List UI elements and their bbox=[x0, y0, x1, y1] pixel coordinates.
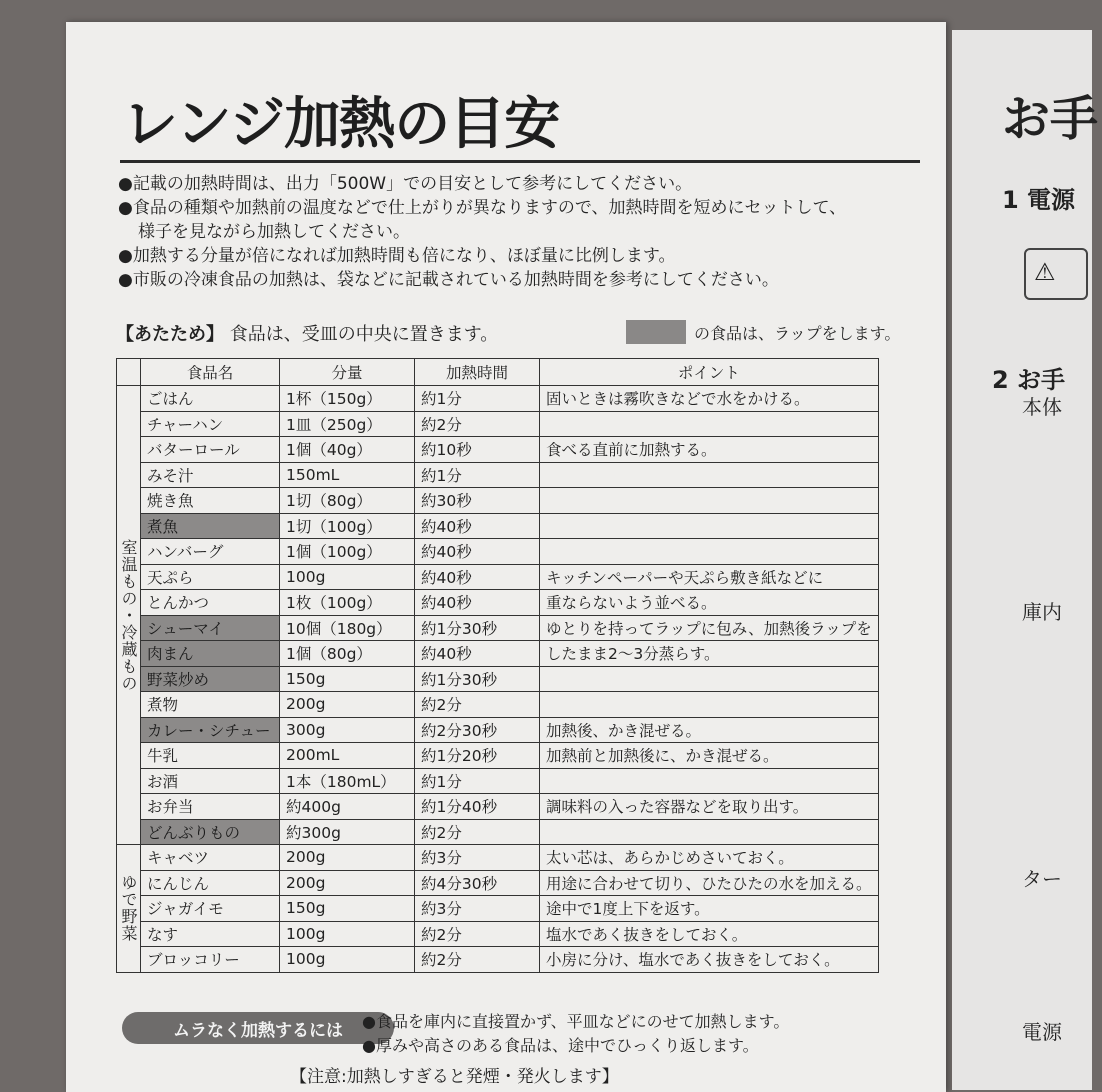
point-cell bbox=[540, 488, 879, 514]
next-page-step1: 1 電源 bbox=[1002, 186, 1076, 214]
amount-cell: 1枚（100g） bbox=[280, 590, 415, 616]
point-cell bbox=[540, 462, 879, 488]
heating-time-cell: 約40秒 bbox=[415, 539, 540, 565]
table-row bbox=[117, 462, 879, 488]
heating-time-cell: 約1分 bbox=[415, 462, 540, 488]
food-name-cell: とんかつ bbox=[141, 590, 280, 616]
table-row bbox=[117, 564, 879, 590]
food-name-cell: バターロール bbox=[141, 437, 280, 463]
table-row bbox=[117, 743, 879, 769]
amount-cell: 150g bbox=[280, 666, 415, 692]
amount-cell: 150mL bbox=[280, 462, 415, 488]
food-name-cell: カレー・シチュー bbox=[141, 717, 280, 743]
point-cell: したまま2～3分蒸らす。 bbox=[540, 641, 879, 667]
next-page-bar: 電源 bbox=[1022, 1020, 1062, 1044]
table-row bbox=[117, 947, 879, 973]
amount-cell: 300g bbox=[280, 717, 415, 743]
point-cell: 塩水であく抜きをしておく。 bbox=[540, 921, 879, 947]
col-header: 食品名 bbox=[141, 359, 280, 386]
wrap-legend bbox=[626, 320, 900, 344]
point-cell: 加熱前と加熱後に、かき混ぜる。 bbox=[540, 743, 879, 769]
table-row bbox=[117, 870, 879, 896]
tip-label: ムラなく加熱するには bbox=[122, 1012, 394, 1044]
tip-line: ●厚みや高さのある食品は、途中でひっくり返します。 bbox=[362, 1036, 759, 1055]
point-cell: 調味料の入った容器などを取り出す。 bbox=[540, 794, 879, 820]
table-row bbox=[117, 794, 879, 820]
amount-cell: 10個（180g） bbox=[280, 615, 415, 641]
heating-time-cell: 約30秒 bbox=[415, 488, 540, 514]
table-row bbox=[117, 513, 879, 539]
point-cell bbox=[540, 666, 879, 692]
heating-time-cell: 約4分30秒 bbox=[415, 870, 540, 896]
col-header: 分量 bbox=[280, 359, 415, 386]
point-cell bbox=[540, 768, 879, 794]
food-name-cell: 野菜炒め bbox=[141, 666, 280, 692]
next-page-bar: 庫内 bbox=[1022, 600, 1062, 624]
food-name-cell: キャベツ bbox=[141, 845, 280, 871]
point-cell: 重ならないよう並べる。 bbox=[540, 590, 879, 616]
food-name-cell: 焼き魚 bbox=[141, 488, 280, 514]
heating-time-cell: 約1分 bbox=[415, 768, 540, 794]
food-name-cell: シューマイ bbox=[141, 615, 280, 641]
food-name-cell: チャーハン bbox=[141, 411, 280, 437]
heating-time-cell: 約2分 bbox=[415, 921, 540, 947]
amount-cell: 約300g bbox=[280, 819, 415, 845]
heating-time-cell: 約2分 bbox=[415, 947, 540, 973]
heating-time-cell: 約3分 bbox=[415, 845, 540, 871]
amount-cell: 200g bbox=[280, 692, 415, 718]
food-name-cell: お弁当 bbox=[141, 794, 280, 820]
tips bbox=[362, 1010, 789, 1058]
heating-time-cell: 約40秒 bbox=[415, 641, 540, 667]
point-cell: ゆとりを持ってラップに包み、加熱後ラップを bbox=[540, 615, 879, 641]
heating-time-cell: 約40秒 bbox=[415, 513, 540, 539]
heating-time-cell: 約2分 bbox=[415, 692, 540, 718]
amount-cell: 200g bbox=[280, 845, 415, 871]
table-row bbox=[117, 845, 879, 871]
table-row bbox=[117, 386, 879, 412]
table-row bbox=[117, 590, 879, 616]
heating-time-cell: 約1分40秒 bbox=[415, 794, 540, 820]
point-cell: 食べる直前に加熱する。 bbox=[540, 437, 879, 463]
point-cell bbox=[540, 513, 879, 539]
point-cell: 小房に分け、塩水であく抜きをしておく。 bbox=[540, 947, 879, 973]
col-header: 加熱時間 bbox=[415, 359, 540, 386]
caution-text: 【注意:加熱しすぎると発煙・発火します】 bbox=[290, 1067, 619, 1087]
table-row bbox=[117, 768, 879, 794]
point-cell bbox=[540, 819, 879, 845]
amount-cell: 1個（100g） bbox=[280, 539, 415, 565]
warning-icon: ⚠ bbox=[1034, 258, 1056, 286]
header-blank bbox=[117, 359, 141, 386]
note-line: ●加熱する分量が倍になれば加熱時間も倍になり、ほぼ量に比例します。 bbox=[118, 246, 676, 266]
heating-time-cell: 約1分30秒 bbox=[415, 666, 540, 692]
food-name-cell: なす bbox=[141, 921, 280, 947]
amount-cell: 1切（80g） bbox=[280, 488, 415, 514]
shade-swatch bbox=[626, 320, 686, 344]
heating-time-cell: 約2分 bbox=[415, 819, 540, 845]
food-name-cell: どんぶりもの bbox=[141, 819, 280, 845]
section-text: 食品は、受皿の中央に置きます。 bbox=[229, 324, 499, 345]
food-name-cell: ジャガイモ bbox=[141, 896, 280, 922]
point-cell bbox=[540, 411, 879, 437]
note-line: ●市販の冷凍食品の加熱は、袋などに記載されている加熱時間を参考にしてください。 bbox=[118, 270, 779, 290]
section-label: 【あたため】 bbox=[116, 324, 224, 345]
title-rule bbox=[120, 160, 920, 163]
heating-time-cell: 約10秒 bbox=[415, 437, 540, 463]
category-label: 室温もの・冷蔵もの bbox=[117, 386, 141, 845]
amount-cell: 1杯（150g） bbox=[280, 386, 415, 412]
amount-cell: 約400g bbox=[280, 794, 415, 820]
section-heading bbox=[116, 320, 498, 346]
point-cell: キッチンペーパーや天ぷら敷き紙などに bbox=[540, 564, 879, 590]
note-line: 様子を見ながら加熱してください。 bbox=[138, 222, 410, 242]
heating-time-cell: 約1分 bbox=[415, 386, 540, 412]
next-page-bar: ター bbox=[1022, 867, 1062, 891]
food-name-cell: 肉まん bbox=[141, 641, 280, 667]
food-name-cell: 煮魚 bbox=[141, 513, 280, 539]
amount-cell: 1切（100g） bbox=[280, 513, 415, 539]
food-name-cell: にんじん bbox=[141, 870, 280, 896]
manual-page bbox=[66, 22, 946, 1092]
table-row bbox=[117, 819, 879, 845]
col-header: ポイント bbox=[540, 359, 879, 386]
table-row bbox=[117, 488, 879, 514]
amount-cell: 1個（40g） bbox=[280, 437, 415, 463]
food-name-cell: 煮物 bbox=[141, 692, 280, 718]
heating-time-cell: 約1分20秒 bbox=[415, 743, 540, 769]
table-header-row bbox=[117, 359, 879, 386]
point-cell bbox=[540, 539, 879, 565]
food-name-cell: ハンバーグ bbox=[141, 539, 280, 565]
next-page-bar: 本体 bbox=[1022, 395, 1062, 419]
amount-cell: 100g bbox=[280, 921, 415, 947]
food-name-cell: 牛乳 bbox=[141, 743, 280, 769]
table-row bbox=[117, 692, 879, 718]
point-cell: 太い芯は、あらかじめさいておく。 bbox=[540, 845, 879, 871]
food-name-cell: みそ汁 bbox=[141, 462, 280, 488]
amount-cell: 100g bbox=[280, 947, 415, 973]
amount-cell: 1皿（250g） bbox=[280, 411, 415, 437]
table-row bbox=[117, 437, 879, 463]
food-name-cell: ごはん bbox=[141, 386, 280, 412]
table-row bbox=[117, 717, 879, 743]
point-cell: 用途に合わせて切り、ひたひたの水を加える。 bbox=[540, 870, 879, 896]
table-row bbox=[117, 666, 879, 692]
amount-cell: 1本（180mL） bbox=[280, 768, 415, 794]
legend-text: の食品は、ラップをします。 bbox=[694, 323, 901, 343]
tip-line: ●食品を庫内に直接置かず、平皿などにのせて加熱します。 bbox=[362, 1012, 790, 1031]
heating-time-cell: 約40秒 bbox=[415, 564, 540, 590]
page-title: レンジ加熱の目安 bbox=[122, 92, 560, 157]
next-page bbox=[952, 30, 1099, 1090]
amount-cell: 1個（80g） bbox=[280, 641, 415, 667]
heating-time-cell: 約3分 bbox=[415, 896, 540, 922]
table-row bbox=[117, 896, 879, 922]
table-row bbox=[117, 641, 879, 667]
table-row bbox=[117, 411, 879, 437]
notes bbox=[118, 172, 846, 292]
heating-time-cell: 約1分30秒 bbox=[415, 615, 540, 641]
table-row bbox=[117, 615, 879, 641]
point-cell: 途中で1度上下を返す。 bbox=[540, 896, 879, 922]
heating-time-cell: 約2分30秒 bbox=[415, 717, 540, 743]
next-page-title: お手 bbox=[1002, 91, 1099, 147]
point-cell bbox=[540, 692, 879, 718]
amount-cell: 100g bbox=[280, 564, 415, 590]
point-cell: 加熱後、かき混ぜる。 bbox=[540, 717, 879, 743]
point-cell: 固いときは霧吹きなどで水をかける。 bbox=[540, 386, 879, 412]
heating-table bbox=[116, 358, 879, 973]
heating-time-cell: 約40秒 bbox=[415, 590, 540, 616]
food-name-cell: ブロッコリー bbox=[141, 947, 280, 973]
food-name-cell: お酒 bbox=[141, 768, 280, 794]
amount-cell: 150g bbox=[280, 896, 415, 922]
amount-cell: 200g bbox=[280, 870, 415, 896]
next-page-step2: 2 お手 bbox=[992, 366, 1066, 394]
food-name-cell: 天ぷら bbox=[141, 564, 280, 590]
category-label: ゆで野菜 bbox=[117, 845, 141, 973]
table-row bbox=[117, 539, 879, 565]
heating-time-cell: 約2分 bbox=[415, 411, 540, 437]
warning-box bbox=[1024, 248, 1088, 300]
table-row bbox=[117, 921, 879, 947]
note-line: ●食品の種類や加熱前の温度などで仕上がりが異なりますので、加熱時間を短めにセットして、 bbox=[118, 198, 847, 218]
amount-cell: 200mL bbox=[280, 743, 415, 769]
note-line: ●記載の加熱時間は、出力「500W」での目安として参考にしてください。 bbox=[118, 174, 693, 194]
